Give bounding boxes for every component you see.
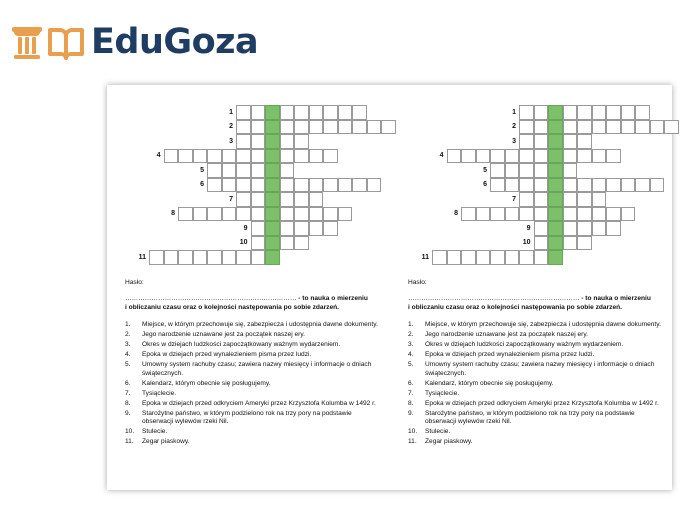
clue-item [408, 331, 663, 340]
crossword-cell[interactable] [447, 250, 462, 265]
crossword-cell[interactable] [534, 192, 549, 207]
clue-text: Tysiąclecie. [425, 389, 460, 397]
crossword-cell[interactable] [193, 207, 208, 222]
clue-text: Jego narodzenie uznawane jest za początek naszej ery. [425, 331, 588, 338]
clue-text: Epoka w dziejach przed odkryciem Ameryki przez Krzysztofa Kolumba w 1492 r. [142, 399, 376, 407]
clue-item [408, 400, 663, 409]
crossword-cell[interactable] [592, 192, 607, 207]
clue-index: 4. [408, 351, 414, 358]
clue-item [408, 321, 663, 330]
crossword-cell[interactable] [294, 236, 309, 251]
crossword-cell[interactable] [577, 134, 592, 149]
crossword-cell[interactable] [236, 105, 251, 120]
crossword-cell[interactable] [592, 207, 607, 222]
clue-number: 5 [200, 166, 204, 174]
crossword-key-cell[interactable] [265, 134, 280, 149]
crossword-cell[interactable] [519, 120, 534, 135]
clue-index: 6. [408, 379, 414, 387]
crossword-cell[interactable] [577, 120, 592, 135]
clue-text: Epoka w dziejach przed wynalezieniem pisma przez ludzi. [425, 351, 595, 358]
statement-dots: …………………………………………………………………… [408, 295, 580, 302]
crossword-key-cell[interactable] [265, 105, 280, 120]
clue-item [125, 390, 380, 399]
crossword-cell[interactable] [207, 250, 222, 265]
crossword-cell[interactable] [323, 120, 338, 135]
crossword-cell[interactable] [563, 149, 578, 164]
crossword-cell[interactable] [178, 250, 193, 265]
crossword-cell[interactable] [338, 207, 353, 222]
clue-item [125, 361, 380, 378]
crossword-cell[interactable] [207, 149, 222, 164]
clue-index: 2. [408, 331, 414, 338]
crossword-cell[interactable] [447, 149, 462, 164]
clue-index: 10. [125, 428, 135, 435]
crossword-cell[interactable] [664, 120, 679, 135]
crossword-cell[interactable] [606, 221, 621, 236]
clue-number: 10 [239, 239, 248, 246]
crossword-cell[interactable] [352, 120, 367, 135]
crossword-cell[interactable] [505, 149, 520, 164]
clue-item [125, 351, 380, 360]
crossword-cell[interactable] [490, 149, 505, 164]
crossword-cell[interactable] [476, 149, 491, 164]
crossword-cell[interactable] [251, 250, 266, 265]
crossword-cell[interactable] [621, 207, 636, 222]
crossword-cell[interactable] [476, 250, 491, 265]
crossword-cell[interactable] [294, 207, 309, 222]
clue-item [125, 400, 380, 409]
clue-text: Stulecie. [142, 428, 168, 435]
crossword-cell[interactable] [309, 120, 324, 135]
crossword-cell[interactable] [280, 236, 295, 251]
crossword-cell[interactable] [338, 105, 353, 120]
crossword-cell[interactable] [606, 149, 621, 164]
crossword-cell[interactable] [338, 120, 353, 135]
crossword-cell[interactable] [280, 178, 295, 193]
statement-rest: - to nauka o mierzeniu [296, 295, 368, 302]
clue-number: 11 [421, 253, 429, 261]
clue-index: 11. [408, 438, 417, 445]
password-label: Hasło: [125, 279, 144, 286]
password-label: Hasło: [408, 279, 427, 286]
crossword-key-cell[interactable] [548, 207, 563, 222]
crossword-cell[interactable] [164, 250, 179, 265]
crossword-cell[interactable] [294, 221, 309, 236]
crossword-key-cell[interactable] [548, 192, 563, 207]
crossword-cell[interactable] [236, 207, 251, 222]
crossword-cell[interactable] [606, 105, 621, 120]
crossword-cell[interactable] [309, 178, 324, 193]
clue-text: Zegar piaskowy. [142, 438, 190, 445]
crossword-cell[interactable] [251, 221, 266, 236]
crossword-cell[interactable] [519, 250, 534, 265]
crossword-cell[interactable] [519, 207, 534, 222]
crossword-cell[interactable] [236, 192, 251, 207]
clue-number: 4 [439, 152, 444, 159]
crossword-cell[interactable] [519, 163, 534, 178]
clue-text: Umowny system rachuby czasu; zawiera nazwy miesięcy i informacje o dniach świątecznych. [142, 361, 372, 377]
clue-text: Miejsce, w którym przechowuje się, zabezpiecza i udostępnia dawne dokumenty. [425, 321, 661, 328]
crossword-cell[interactable] [164, 149, 179, 164]
crossword-cell[interactable] [251, 120, 266, 135]
crossword-cell[interactable] [505, 250, 520, 265]
clue-number: 8 [171, 210, 175, 217]
clue-index: 2. [125, 331, 131, 338]
crossword-cell[interactable] [236, 120, 251, 135]
crossword-cell[interactable] [592, 149, 607, 164]
crossword-cell[interactable] [650, 120, 665, 135]
crossword-cell[interactable] [577, 207, 592, 222]
crossword-cell[interactable] [193, 149, 208, 164]
crossword-key-cell[interactable] [548, 134, 563, 149]
clue-number: 1 [512, 108, 516, 116]
clue-index: 7. [125, 389, 131, 397]
crossword-cell[interactable] [222, 207, 237, 222]
clue-text: Zegar piaskowy. [425, 438, 473, 445]
crossword-cell[interactable] [236, 134, 251, 149]
statement-rest: - to nauka o mierzeniu [579, 295, 651, 302]
clue-number: 1 [229, 108, 233, 116]
clue-item [408, 428, 663, 437]
crossword-cell[interactable] [251, 207, 266, 222]
crossword-cell[interactable] [505, 207, 520, 222]
crossword-cell[interactable] [461, 207, 476, 222]
clue-index: 1. [408, 321, 414, 328]
clue-index: 6. [125, 379, 131, 387]
crossword-cell[interactable] [323, 105, 338, 120]
clue-text: Epoka w dziejach przed wynalezieniem pisma przez ludzi. [142, 351, 312, 358]
clue-item [125, 331, 380, 340]
crossword-cell[interactable] [505, 163, 520, 178]
clue-list [408, 321, 663, 448]
clue-text: Jego narodzenie uznawane jest za początek naszej ery. [142, 331, 305, 338]
crossword-cell[interactable] [367, 178, 382, 193]
clue-item [408, 390, 663, 399]
crossword-cell[interactable] [367, 120, 382, 135]
clue-index: 9. [408, 409, 414, 417]
clue-number: 11 [138, 253, 146, 261]
clue-index: 8. [125, 399, 131, 407]
crossword-cell[interactable] [222, 250, 237, 265]
crossword-cell[interactable] [207, 163, 222, 178]
crossword-cell[interactable] [251, 236, 266, 251]
crossword-cell[interactable] [323, 149, 338, 164]
crossword-key-cell[interactable] [265, 207, 280, 222]
clue-item [125, 341, 380, 350]
clue-text: Starożytne państwo, w którym podzielono rok na trzy pory na podstawie obserwacji wylewów rzeki Nil. [142, 409, 352, 425]
crossword-cell[interactable] [294, 120, 309, 135]
crossword-cell[interactable] [534, 163, 549, 178]
clue-index: 1. [125, 321, 131, 328]
crossword-cell[interactable] [294, 134, 309, 149]
crossword-cell[interactable] [476, 207, 491, 222]
crossword-cell[interactable] [563, 105, 578, 120]
crossword-cell[interactable] [280, 207, 295, 222]
crossword-cell[interactable] [178, 207, 193, 222]
crossword-cell[interactable] [635, 105, 650, 120]
crossword-cell[interactable] [280, 221, 295, 236]
crossword-cell[interactable] [251, 134, 266, 149]
crossword-cell[interactable] [294, 105, 309, 120]
crossword-cell[interactable] [251, 149, 266, 164]
crossword-cell[interactable] [432, 250, 447, 265]
crossword-cell[interactable] [251, 163, 266, 178]
clue-index: 3. [408, 341, 414, 348]
clue-number: 9 [243, 224, 248, 232]
clue-index: 5. [408, 361, 414, 368]
crossword-cell[interactable] [534, 236, 549, 251]
edugoza-logo[interactable] [10, 22, 258, 62]
crossword-key-cell[interactable] [265, 149, 280, 164]
clue-item [125, 410, 380, 427]
crossword-cell[interactable] [323, 178, 338, 193]
clue-number: 6 [483, 181, 487, 188]
crossword-cell[interactable] [222, 178, 237, 193]
clue-item [125, 438, 380, 447]
crossword-key-cell[interactable] [265, 236, 280, 251]
clue-text: Umowny system rachuby czasu; zawiera nazwy miesięcy i informacje o dniach świątecznych. [425, 361, 655, 377]
clue-number: 2 [512, 123, 516, 130]
crossword-cell[interactable] [534, 178, 549, 193]
clue-index: 9. [125, 409, 131, 417]
crossword-key-cell[interactable] [548, 120, 563, 135]
crossword-cell[interactable] [352, 105, 367, 120]
clue-text: Stulecie. [425, 428, 451, 435]
clue-item [408, 351, 663, 360]
crossword-cell[interactable] [621, 105, 636, 120]
crossword-cell[interactable] [534, 250, 549, 265]
crossword-cell[interactable] [193, 250, 208, 265]
statement [125, 295, 375, 312]
crossword-cell[interactable] [592, 178, 607, 193]
crossword-cell[interactable] [519, 192, 534, 207]
clue-item [125, 428, 380, 437]
crossword-cell[interactable] [577, 221, 592, 236]
crossword-cell[interactable] [577, 178, 592, 193]
crossword-cell[interactable] [534, 120, 549, 135]
crossword-cell[interactable] [519, 105, 534, 120]
crossword-cell[interactable] [635, 120, 650, 135]
clue-number: 7 [512, 195, 516, 203]
clue-item [408, 410, 663, 427]
crossword-cell[interactable] [534, 221, 549, 236]
crossword-cell[interactable] [592, 221, 607, 236]
crossword-cell[interactable] [323, 207, 338, 222]
clue-list [125, 321, 380, 448]
crossword-cell[interactable] [222, 149, 237, 164]
crossword-cell[interactable] [294, 149, 309, 164]
clue-text: Okres w dziejach ludzkości zapoczątkowany ważnym wydarzeniem. [142, 341, 341, 348]
brand-name: EduGoza [91, 22, 259, 62]
crossword-cell[interactable] [563, 236, 578, 251]
crossword-key-cell[interactable] [265, 192, 280, 207]
statement [408, 295, 658, 312]
crossword-cell[interactable] [577, 105, 592, 120]
crossword-cell[interactable] [236, 163, 251, 178]
crossword-key-cell[interactable] [265, 120, 280, 135]
crossword-cell[interactable] [519, 149, 534, 164]
clue-index: 11. [125, 438, 134, 445]
clue-number: 3 [229, 137, 233, 145]
clue-item [408, 341, 663, 350]
clue-index: 4. [125, 351, 131, 358]
clue-number: 6 [200, 181, 204, 188]
clue-text: Kalendarz, którym obecnie się posługujemy. [425, 379, 554, 387]
clue-text: Epoka w dziejach przed odkryciem Ameryki przez Krzysztofa Kolumba w 1492 r. [425, 399, 659, 407]
crossword-cell[interactable] [563, 221, 578, 236]
crossword-cell[interactable] [577, 192, 592, 207]
crossword-cell[interactable] [534, 149, 549, 164]
clue-item [408, 438, 663, 447]
clue-number: 9 [526, 224, 531, 232]
crossword-cell[interactable] [621, 120, 636, 135]
crossword-cell[interactable] [222, 163, 237, 178]
worksheet-copy-left [107, 85, 389, 490]
crossword-cell[interactable] [563, 178, 578, 193]
crossword-cell[interactable] [338, 178, 353, 193]
crossword-cell[interactable] [280, 192, 295, 207]
clue-number: 10 [522, 239, 531, 246]
crossword-cell[interactable] [519, 178, 534, 193]
crossword-key-cell[interactable] [548, 178, 563, 193]
crossword-key-cell[interactable] [548, 236, 563, 251]
clue-text: Miejsce, w którym przechowuje się, zabezpiecza i udostępnia dawne dokumenty. [142, 321, 378, 328]
clue-text: Tysiąclecie. [142, 389, 177, 397]
crossword-cell[interactable] [294, 178, 309, 193]
clue-index: 3. [125, 341, 131, 348]
crossword-cell[interactable] [178, 149, 193, 164]
crossword-cell[interactable] [236, 178, 251, 193]
worksheet-copy-right [390, 85, 672, 490]
clue-number: 3 [512, 137, 516, 145]
crossword-cell[interactable] [352, 178, 367, 193]
crossword-cell[interactable] [280, 120, 295, 135]
crossword-cell[interactable] [592, 120, 607, 135]
statement-line2: i obliczaniu czasu oraz o kolejności następowania po sobie zdarzeń. [408, 303, 622, 311]
crossword-cell[interactable] [251, 105, 266, 120]
clue-number: 2 [229, 123, 233, 130]
crossword-cell[interactable] [309, 207, 324, 222]
clue-index: 7. [408, 389, 414, 397]
clue-index: 8. [408, 399, 414, 407]
statement-dots: …………………………………………………………………… [125, 295, 297, 302]
clue-number: 4 [156, 152, 161, 159]
crossword-cell[interactable] [280, 149, 295, 164]
crossword-cell[interactable] [490, 250, 505, 265]
crossword-cell[interactable] [207, 178, 222, 193]
crossword-key-cell[interactable] [548, 163, 563, 178]
crossword-cell[interactable] [280, 105, 295, 120]
crossword-key-cell[interactable] [265, 178, 280, 193]
crossword-cell[interactable] [309, 221, 324, 236]
clue-index: 5. [125, 361, 131, 368]
clue-item [408, 380, 663, 389]
crossword-cell[interactable] [207, 207, 222, 222]
clue-text: Starożytne państwo, w którym podzielono rok na trzy pory na podstawie obserwacji wylewów rzeki Nil. [425, 409, 635, 425]
crossword-cell[interactable] [650, 178, 665, 193]
crossword-cell[interactable] [519, 134, 534, 149]
crossword-cell[interactable] [149, 250, 164, 265]
clue-number: 5 [483, 166, 487, 174]
crossword-cell[interactable] [592, 105, 607, 120]
crossword-cell[interactable] [490, 163, 505, 178]
crossword-cell[interactable] [534, 105, 549, 120]
clue-index: 10. [408, 428, 418, 435]
crossword-key-cell[interactable] [548, 149, 563, 164]
crossword-cell[interactable] [621, 178, 636, 193]
crossword-key-cell[interactable] [265, 221, 280, 236]
crossword-cell[interactable] [309, 105, 324, 120]
clue-text: Kalendarz, którym obecnie się posługujemy. [142, 379, 271, 387]
crossword-cell[interactable] [577, 236, 592, 251]
crossword-cell[interactable] [309, 149, 324, 164]
crossword-key-cell[interactable] [548, 105, 563, 120]
crossword-cell[interactable] [563, 120, 578, 135]
clue-number: 8 [454, 210, 458, 217]
crossword-cell[interactable] [280, 134, 295, 149]
clue-number: 7 [229, 195, 233, 203]
clue-item [408, 361, 663, 378]
worksheet-page [107, 85, 672, 490]
crossword-cell[interactable] [534, 207, 549, 222]
crossword-key-cell[interactable] [265, 163, 280, 178]
crossword-key-cell[interactable] [548, 221, 563, 236]
crossword-key-cell[interactable] [548, 250, 563, 265]
crossword-key-cell[interactable] [265, 250, 280, 265]
crossword-cell[interactable] [490, 178, 505, 193]
crossword-cell[interactable] [236, 250, 251, 265]
crossword-cell[interactable] [606, 178, 621, 193]
crossword-cell[interactable] [635, 178, 650, 193]
clue-text: Okres w dziejach ludzkości zapoczątkowany ważnym wydarzeniem. [425, 341, 624, 348]
crossword-cell[interactable] [309, 192, 324, 207]
clue-item [125, 380, 380, 389]
crossword-cell[interactable] [577, 149, 592, 164]
crossword-cell[interactable] [461, 149, 476, 164]
crossword-cell[interactable] [236, 149, 251, 164]
clue-item [125, 321, 380, 330]
statement-line2: i obliczaniu czasu oraz o kolejności następowania po sobie zdarzeń. [125, 303, 339, 311]
crossword-cell[interactable] [606, 207, 621, 222]
crossword-cell[interactable] [294, 192, 309, 207]
crossword-cell[interactable] [251, 192, 266, 207]
logo-icon [10, 22, 85, 62]
crossword-cell[interactable] [490, 207, 505, 222]
crossword-cell[interactable] [534, 134, 549, 149]
crossword-cell[interactable] [323, 221, 338, 236]
crossword-cell[interactable] [280, 163, 295, 178]
crossword-cell[interactable] [563, 163, 578, 178]
crossword-cell[interactable] [251, 178, 266, 193]
crossword-cell[interactable] [461, 250, 476, 265]
crossword-cell[interactable] [606, 120, 621, 135]
crossword-cell[interactable] [563, 192, 578, 207]
crossword-cell[interactable] [505, 178, 520, 193]
crossword-cell[interactable] [563, 134, 578, 149]
crossword-cell[interactable] [563, 207, 578, 222]
